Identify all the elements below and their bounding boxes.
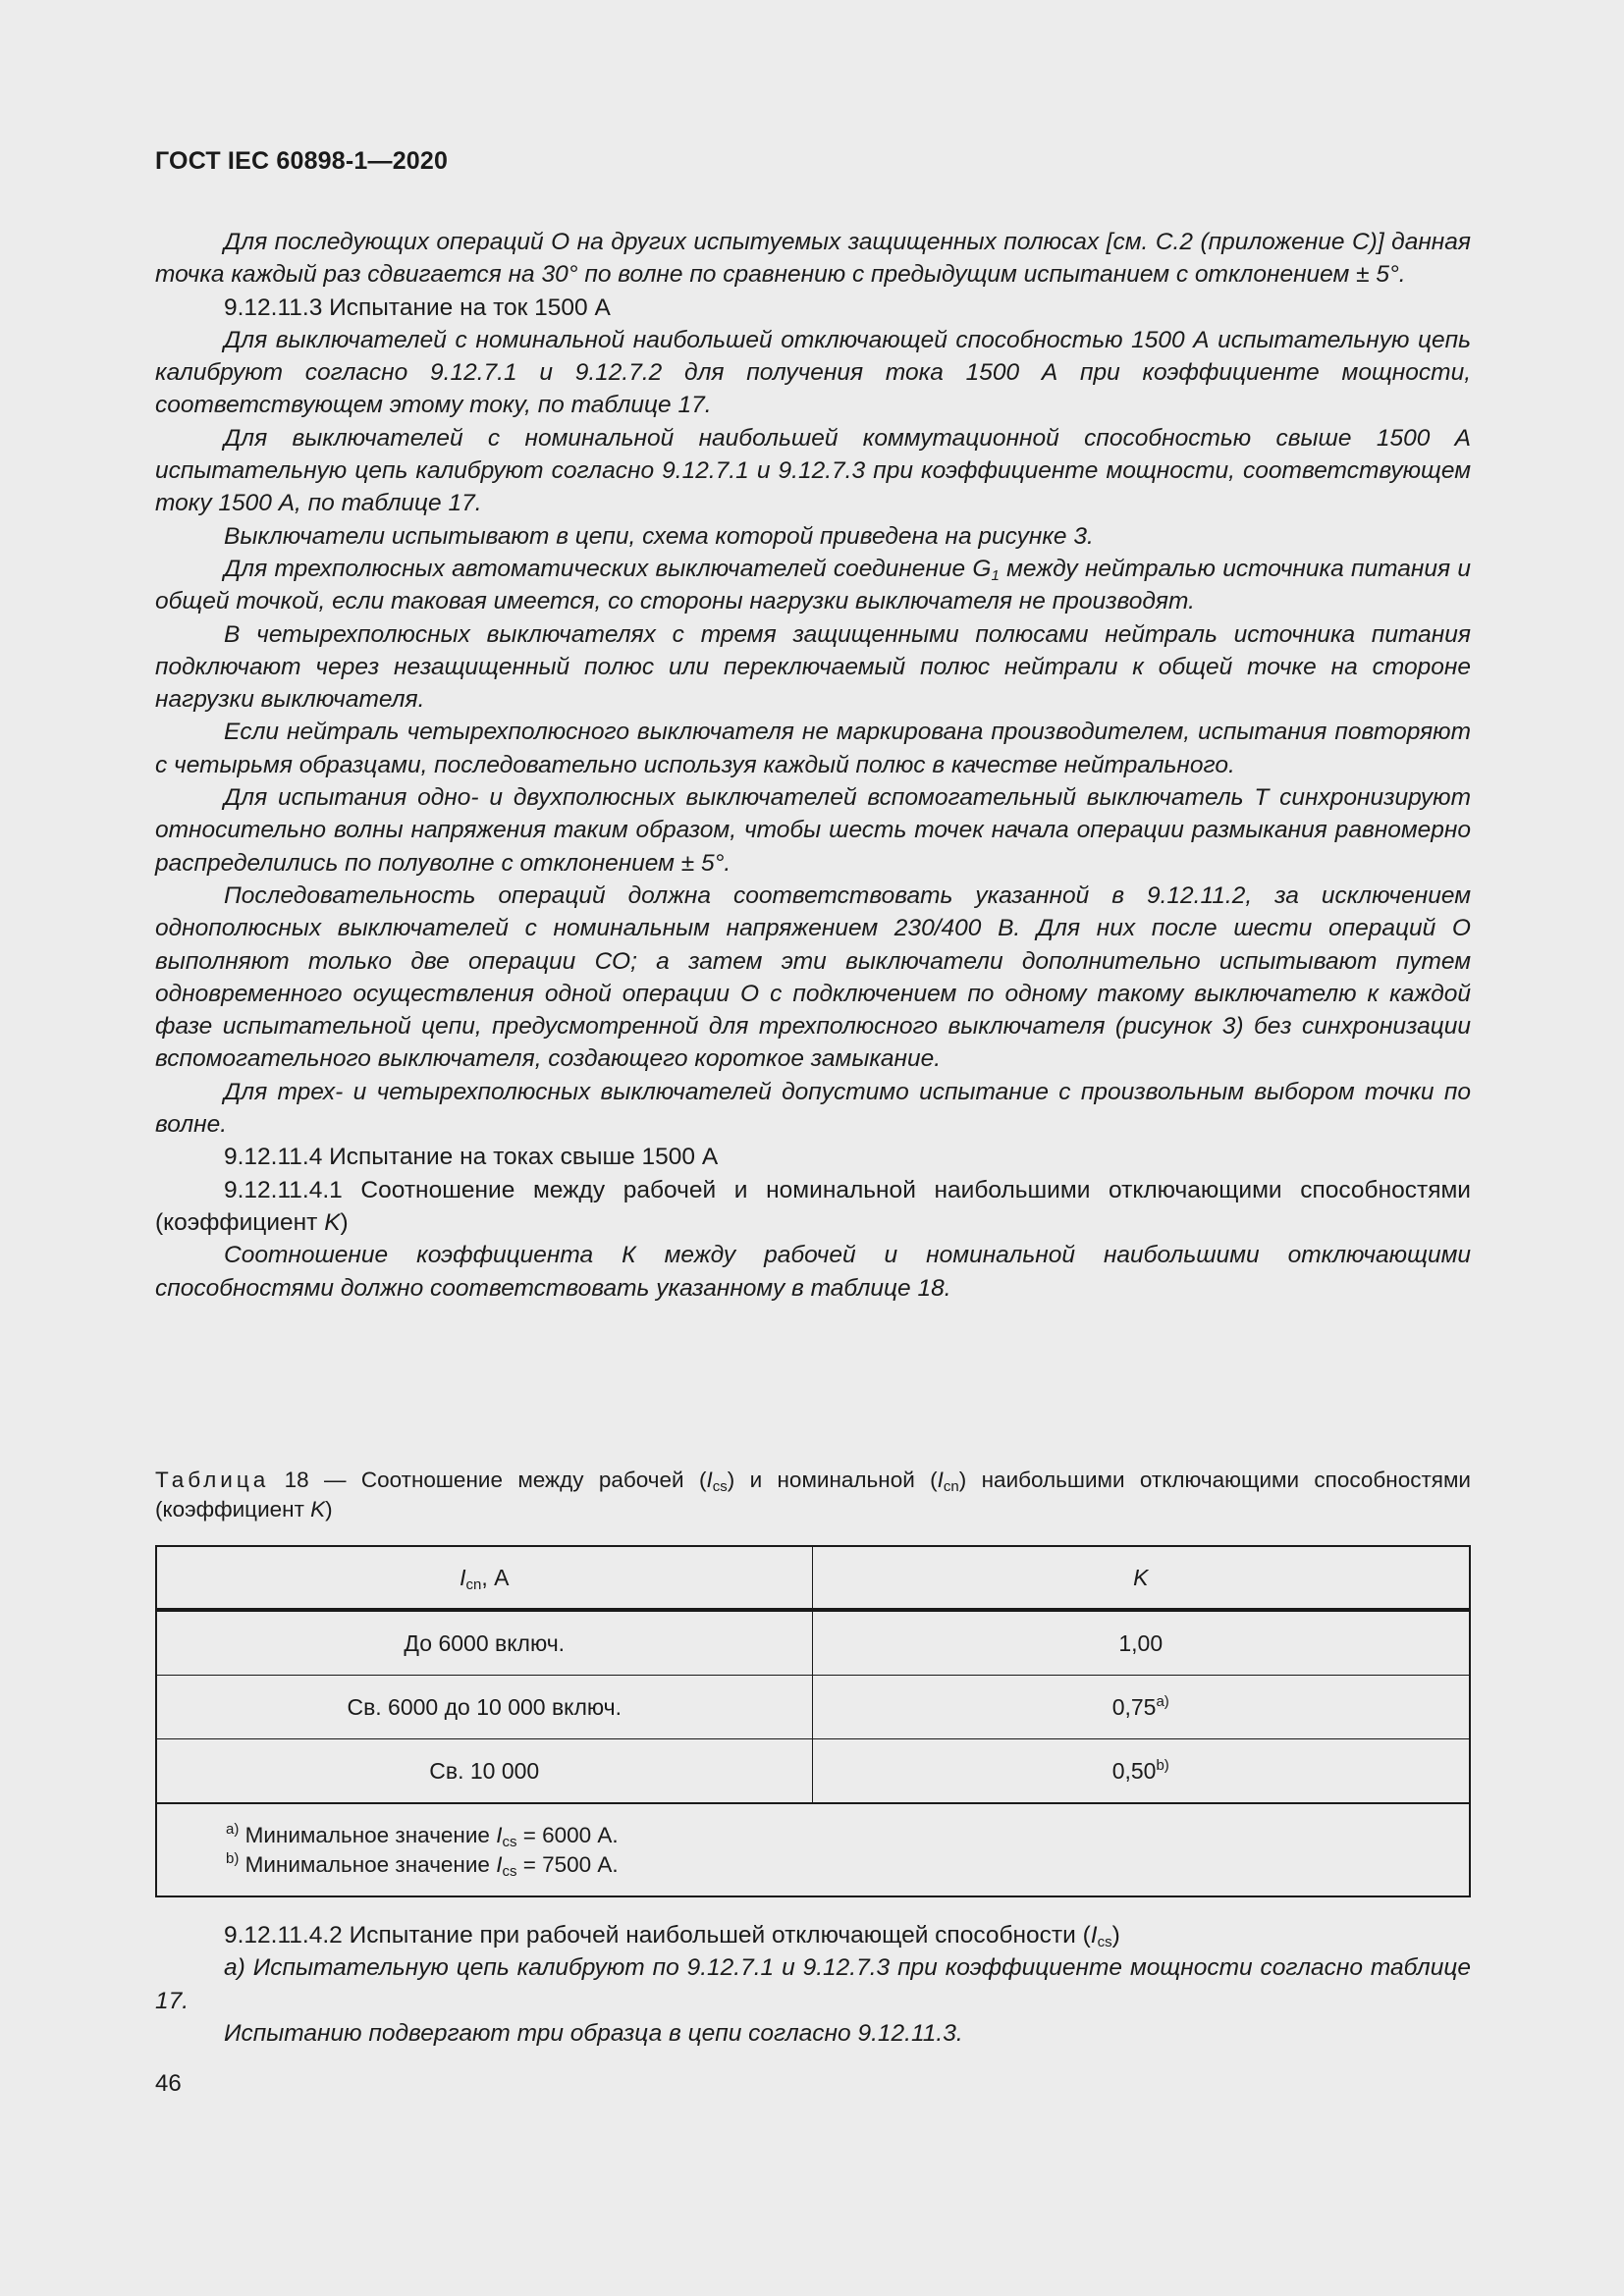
table-footnotes bbox=[156, 1803, 1470, 1896]
column-header-current: $I_{cn}$, А bbox=[156, 1546, 812, 1610]
table-row bbox=[156, 1739, 1470, 1804]
footnote: $^{a)}$ Минимальное значение $I_{cs} = 6000$ А. bbox=[226, 1820, 619, 1850]
cell-k: 1,00 bbox=[812, 1610, 1470, 1676]
paragraph: Последовательность операций должна соответствовать указанной в 9.12.11.2, за исключением однополюсных выключателей с номинальным напряжением 230/400 В. Для них после шести операций О выполняют только две операции СО; а затем эти выключатели дополнительно испытывают путем одновременного осуществления одной операции О с подключением по одному такому выключателю к каждой фазе испытательной цепи, предусмотренной для трехполюсного выключателя (рисунок 3) без синхронизации вспомогательного выключателя, создающего короткое замыкание. bbox=[155, 881, 1471, 1073]
paragraph: Для трехполюсных автоматических выключателей соединение $G_1$ между нейтралью источника питания и общей точкой, если таковая имеется, со стороны нагрузки выключателя не производят. bbox=[155, 555, 1471, 615]
section-heading: 9.12.11.4.1 Соотношение между рабочей и номинальной наибольшими отключающими способностями (коэффициент K) bbox=[155, 1176, 1471, 1236]
table-row bbox=[156, 1676, 1470, 1739]
paragraph: Для последующих операций О на других испытуемых защищенных полюсах [см. С.2 (приложение С)] данная точка каждый раз сдвигается на 30° по волне по сравнению с предыдущим испытанием с отклонением ± 5°. bbox=[155, 229, 1471, 289]
cell-k: 0,75$^{a)}$ bbox=[812, 1676, 1470, 1739]
paragraph: Выключатели испытывают в цепи, схема которой приведена на рисунке 3. bbox=[224, 522, 1094, 550]
paragraph: Для выключателей с номинальной наибольшей отключающей способностью 1500 А испытательную цепь калибруют согласно 9.12.7.1 и 9.12.7.2 для получения тока 1500 А при коэффициенте мощности, соответствующем этому току, по таблице 17. bbox=[155, 326, 1471, 419]
section-heading: 9.12.11.4 Испытание на токах свыше 1500 А bbox=[224, 1144, 719, 1171]
paragraph: Для выключателей с номинальной наибольшей коммутационной способностью свыше 1500 А испытательную цепь калибруют согласно 9.12.7.1 и 9.12.7.3 при коэффициенте мощности, соответствующем току 1500 А, по таблице 17. bbox=[155, 424, 1471, 517]
document-header: ГОСТ IEC 60898-1—2020 bbox=[155, 147, 449, 175]
footnote: $^{b)}$ Минимальное значение $I_{cs} = 7500$ А. bbox=[226, 1849, 619, 1880]
paragraph: Испытанию подвергают три образца в цепи согласно 9.12.11.3. bbox=[224, 2019, 963, 2047]
table-caption: Таблица 18 — Соотношение между рабочей $(I_{cs})$ и номинальной $(I_{cn})$ наибольшими отключающими способностями (коэффициент K) bbox=[155, 1468, 1471, 1522]
paragraph: Для трех- и четырехполюсных выключателей допустимо испытание с произвольным выбором точки по волне. bbox=[155, 1078, 1471, 1139]
column-header-k: K bbox=[812, 1546, 1470, 1610]
table-row bbox=[156, 1610, 1470, 1676]
paragraph: Если нейтраль четырехполюсного выключателя не маркирована производителем, испытания повторяют с четырьмя образцами, последовательно используя каждый полюс в качестве нейтрального. bbox=[155, 719, 1471, 778]
cell-current: Св. 6000 до 10 000 включ. bbox=[156, 1676, 812, 1739]
table-footnotes-row bbox=[156, 1803, 1470, 1896]
cell-k: 0,50$^{b)}$ bbox=[812, 1739, 1470, 1804]
paragraph: Для испытания одно- и двухполюсных выключателей вспомогательный выключатель Т синхронизируют относительно волны напряжения таким образом, чтобы шесть точек начала операции размыкания равномерно распределились по полуволне с отклонением ± 5°. bbox=[155, 784, 1471, 877]
page-number: 46 bbox=[155, 2070, 182, 2097]
coefficient-table bbox=[155, 1545, 1471, 1897]
body-text-lower bbox=[155, 1919, 1471, 2050]
paragraph: а) Испытательную цепь калибруют по 9.12.7.1 и 9.12.7.3 при коэффициенте мощности согласно таблице 17. bbox=[155, 1954, 1471, 2014]
paragraph: Соотношение коэффициента К между рабочей и номинальной наибольшими отключающими способностями должно соответствовать указанному в таблице 18. bbox=[155, 1242, 1471, 1302]
section-heading: 9.12.11.4.2 Испытание при рабочей наибольшей отключающей способности $(I_{cs})$ bbox=[224, 1922, 1120, 1950]
section-heading: 9.12.11.3 Испытание на ток 1500 А bbox=[224, 294, 611, 321]
cell-current: Св. 10 000 bbox=[156, 1739, 812, 1804]
body-text-upper bbox=[155, 226, 1471, 1305]
cell-current: До 6000 включ. bbox=[156, 1610, 812, 1676]
table-header-row bbox=[156, 1546, 1470, 1610]
paragraph: В четырехполюсных выключателях с тремя защищенными полюсами нейтраль источника питания подключают через незащищенный полюс или переключаемый полюс нейтрали к общей точке на стороне нагрузки выключателя. bbox=[155, 620, 1471, 714]
